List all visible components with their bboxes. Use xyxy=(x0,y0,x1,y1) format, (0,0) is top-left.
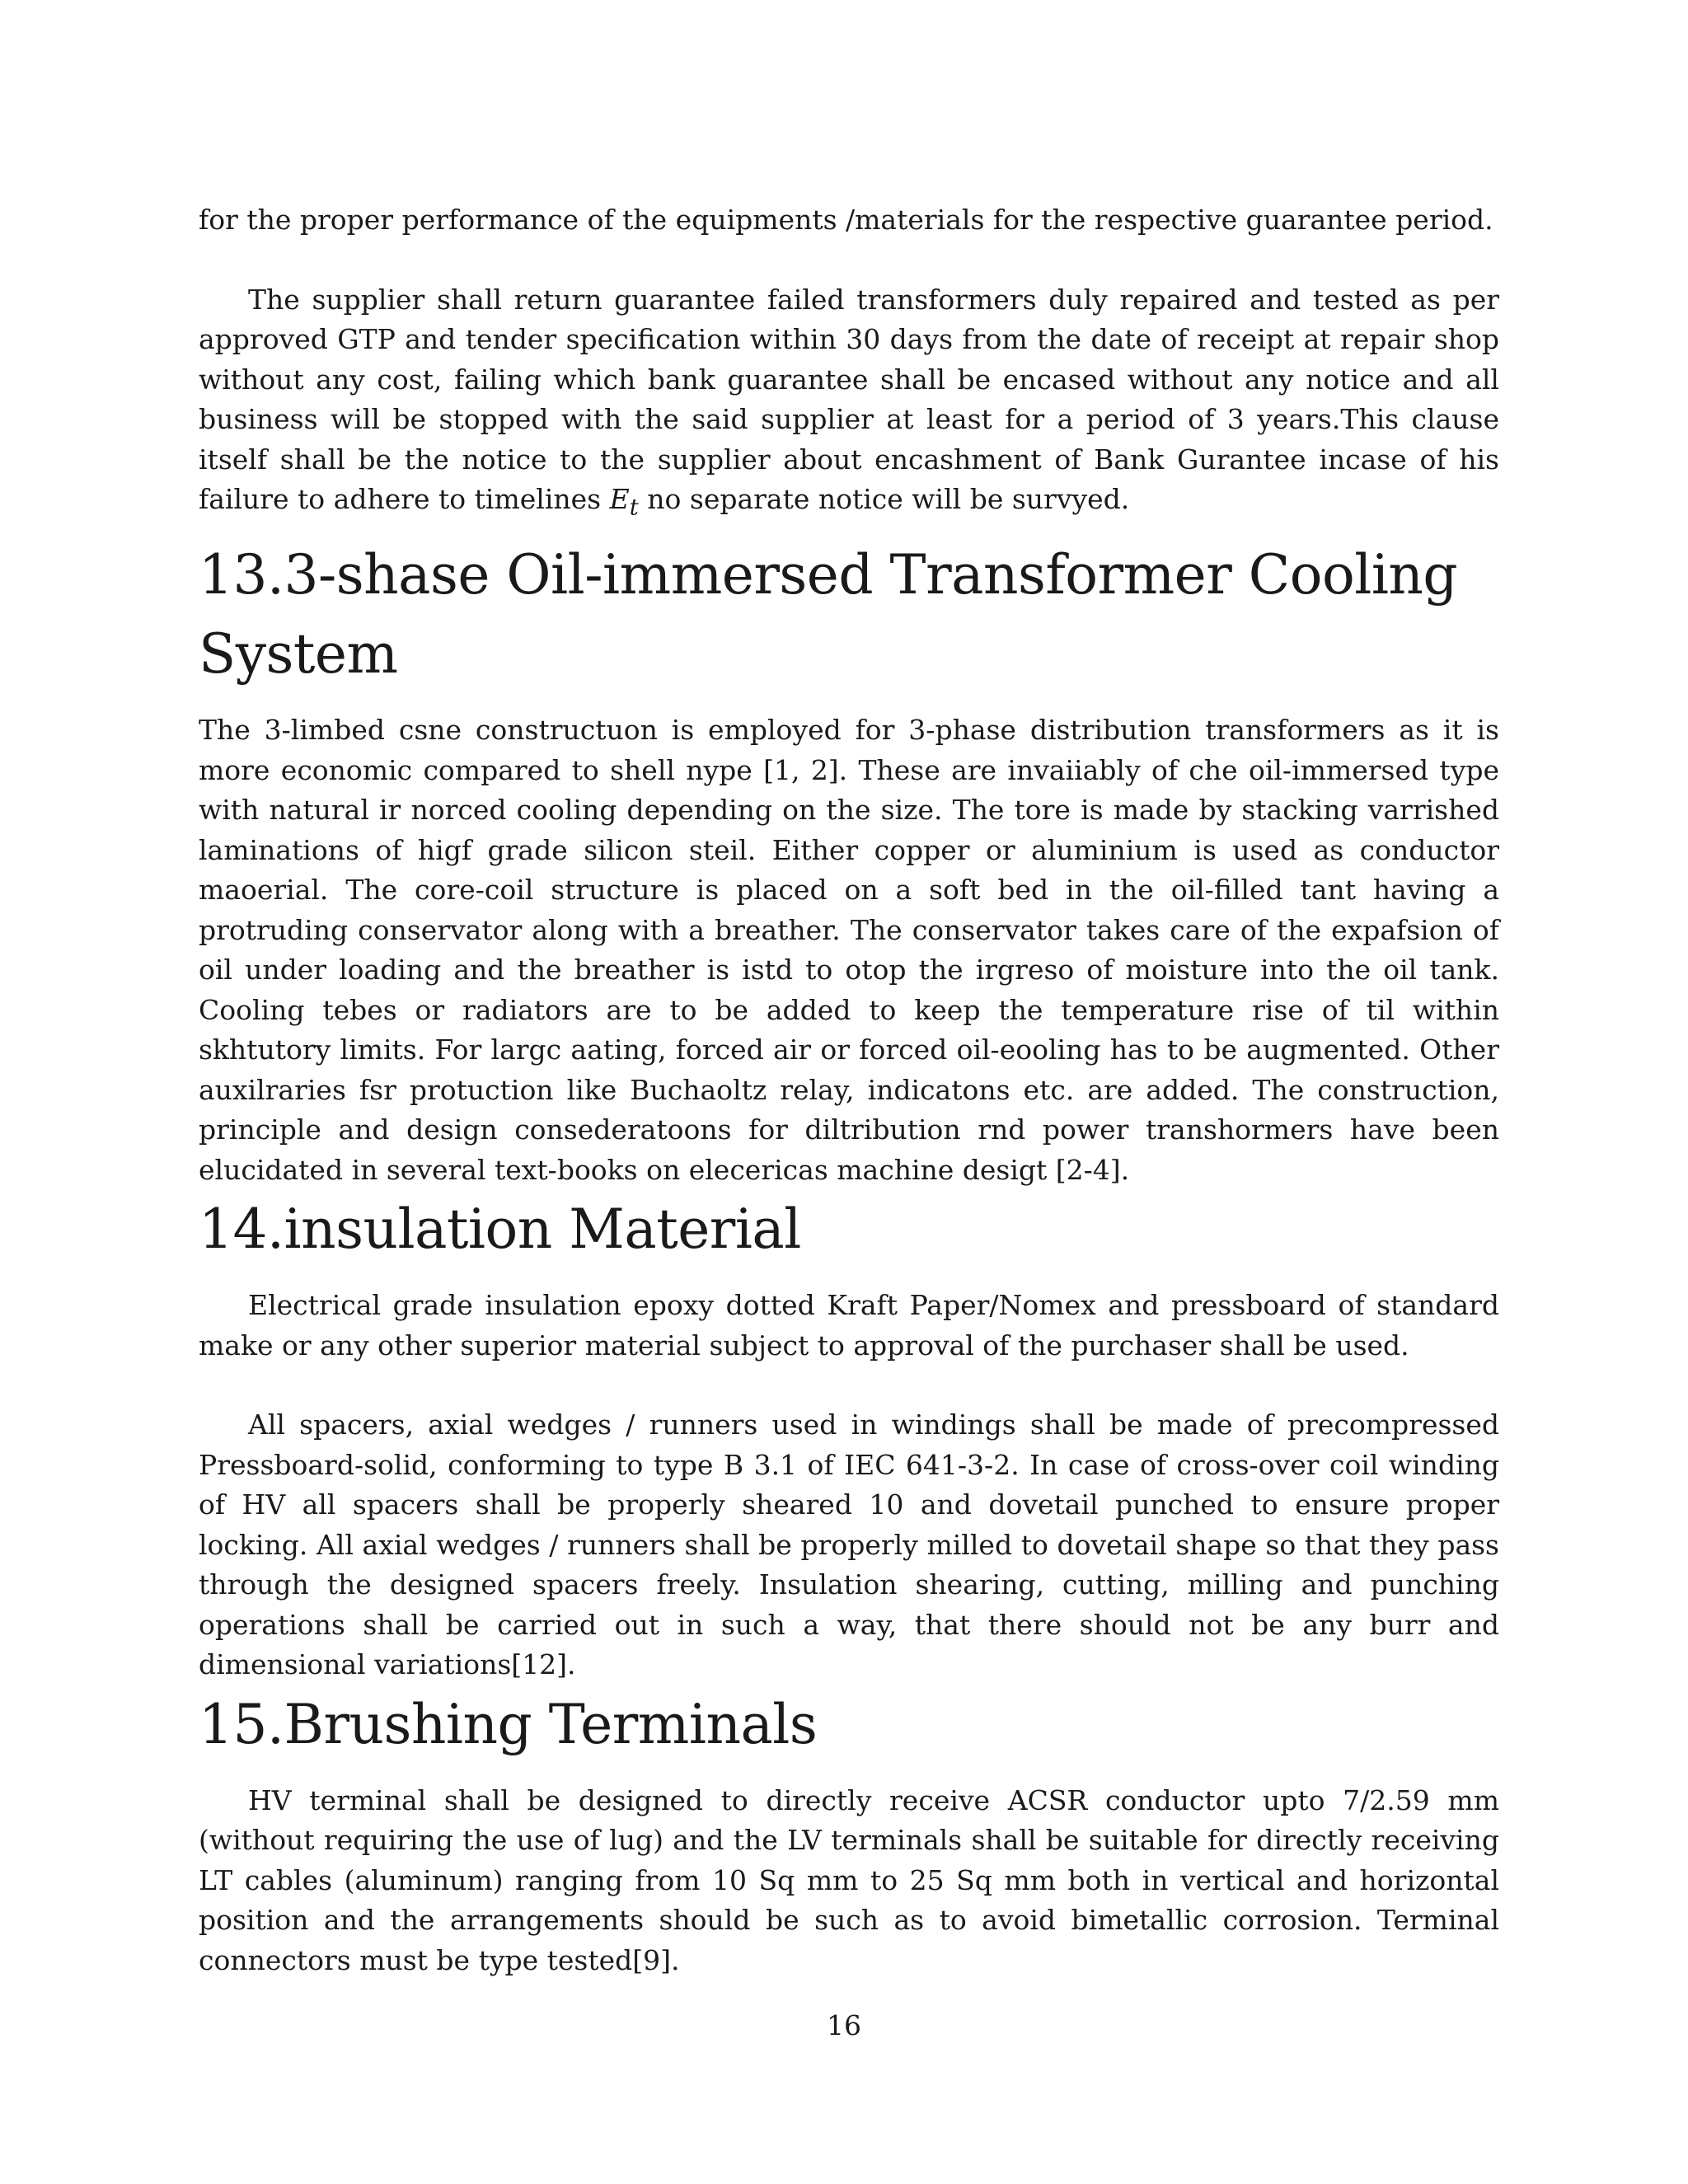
paragraph-guarantee-text: The supplier shall return guarantee failed transformers duly repaired and tested as per approved GTP and tender specification within 30 days from the date of receipt at repair shop without any cost, failing which bank guarantee shall be encased without any notice and all business will be stopped with the said supplier at least for a period of 3 years.This clause itself shall be the notice to the supplier about encashment of Bank Gurantee incase of his failure to adhere to timelines xyxy=(199,283,1499,515)
paragraph-continuation: for the proper performance of the equipments /materials for the respective guarantee period. xyxy=(199,204,1493,236)
paragraph-insulation-2: All spacers, axial wedges / runners used in windings shall be made of precompressed Pressboard-solid, conforming to type B 3.1 of IEC 641-3-2. In case of cross-over coil winding of HV all spacers shall be properly sheared 10 and dovetail punched to ensure proper locking. All axial wedges / runners shall be properly milled to dovetail shape so that they pass through the designed spacers freely. Insulation shearing, cutting, milling and punching operations shall be carried out in such a way, that there should not be any burr and dimensional variations[12]. xyxy=(199,1408,1499,1681)
section-heading-cooling-system: 13.3-shase Oil-immersed Transformer Cooling System xyxy=(199,543,1458,687)
paragraph-terminals: HV terminal shall be designed to directly receive ACSR conductor upto 7/2.59 mm (without requiring the use of lug) and the LV terminals shall be suitable for directly receiving LT cables (aluminum) ranging from 10 Sq mm to 25 Sq mm both in vertical and horizontal position and the arrangements should be such as to avoid bimetallic corrosion. Terminal connectors must be type tested[9]. xyxy=(199,1783,1499,1976)
section-heading-insulation-material: 14.insulation Material xyxy=(199,1197,801,1262)
paragraph-insulation-1: Electrical grade insulation epoxy dotted Kraft Paper/Nomex and pressboard of standard make or any other superior material subject to approval of the purchaser shall be used. xyxy=(199,1289,1499,1361)
page-number: 16 xyxy=(827,2009,861,2041)
math-e-t: $E_t$ xyxy=(609,483,639,521)
section-heading-brushing-terminals: 15.Brushing Terminals xyxy=(199,1692,818,1756)
paragraph-guarantee xyxy=(199,280,1499,528)
paragraph-guarantee-tail: no separate notice will be survyed. xyxy=(638,483,1130,515)
paragraph-cooling-system: The 3-limbed csne constructuon is employed for 3-phase distribution transformers as it is more economic compared to shell nype [1, 2]. These are invaiiably of che oil-immersed type with natural ir norced cooling depending on the size. The tore is made by stacking varrished laminations of higf grade silicon steil. Either copper or aluminium is used as conductor maoerial. The core-coil structure is placed on a soft bed in the oil-filled tant having a protruding conservator along with a breather. The conservator takes care of the expafsion of oil under loading and the breather is istd to otop the irgreso of moisture into the oil tank. Cooling tebes or radiators are to be added to keep the temperature rise of til within skhtutory limits. For largc aating, forced air or forced oil-eooling has to be augmented. Other auxilraries fsr protuction like Buchaoltz relay, indicatons etc. are added. The construction, principle and design consederatoons for diltribution rnd power transhormers have been elucidated in several text-books on elecericas machine desigt [2-4]. xyxy=(199,714,1499,1186)
page-body xyxy=(199,200,1499,1980)
